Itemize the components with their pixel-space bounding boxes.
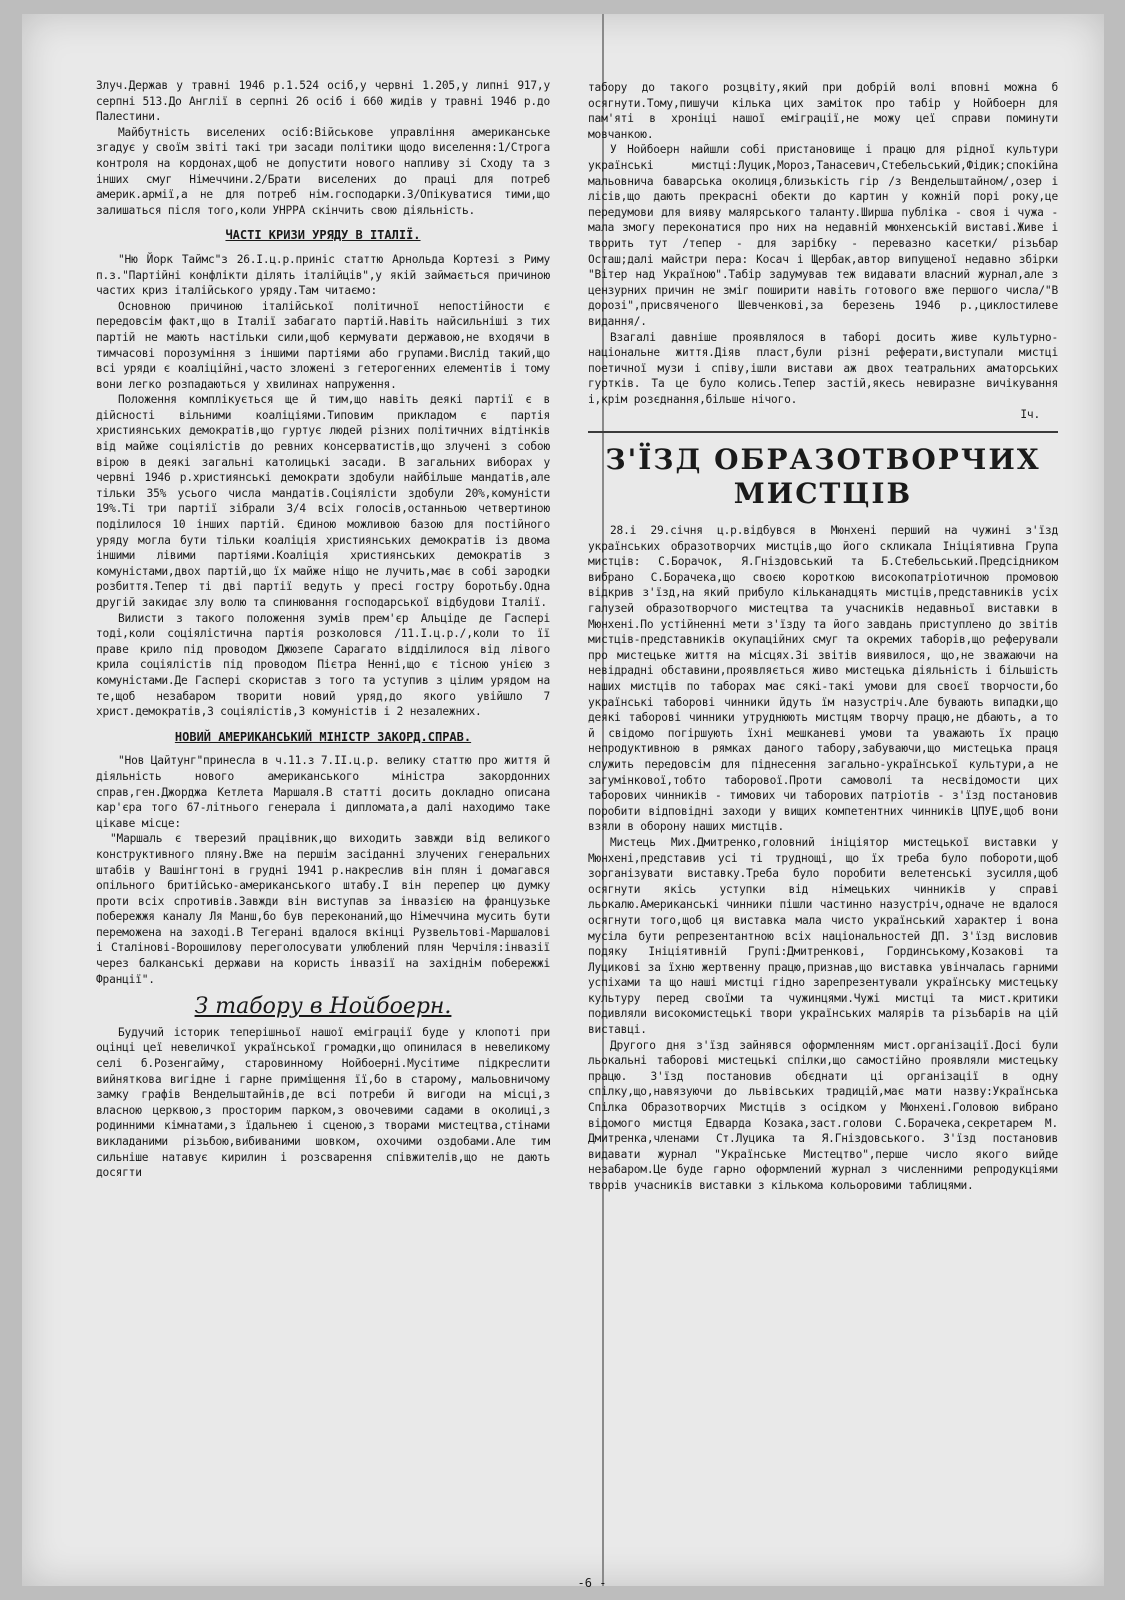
camp-heading: З табору в Нойбоерн.	[194, 994, 452, 1020]
page-number: -6 -	[577, 1576, 607, 1590]
camp-paragraph-2: У Нойбоерн найшли собі пристановище і працю для рідної культури українські мистці:Луцик,Мороз,Танасевич,Стебельський,Фідик;спокійна мальовнича баварська околиця,близькість гір /з Вендельштайном/,озер і лісів,що дають прекрасні обекти до картин у кожній порі року,це передумови для вияву малярського таланту.Ширша публіка - своя і чужа - мала змогу переконатися про них на недавній мюнхенській виставі.Живе і творить тут /тепер - для зарібку - перевазно касетки/ різьбар Осташ;далі майстри пера: Косач і Щербак,автор випущеної недавно збірки "Вітер над Україною".Табір задумував теж видавати власний журнал,але з цензурних причин не зміг поширити навіть готового вже першого числа/"В дорозі",присвяченого Шевченкові,за березень 1946 р.,циклостилеве видання/.	[588, 143, 1058, 328]
camp-paragraph-1: Будучий історик теперішньої нашої еміграції буде у клопоті при оцінці цеї невеличкої української громадки,що опинилася в невеликому селі б.Розенгайму, старовинному Нойбоерні.Мусітиме підкреслити вийняткова вигідне і гарне приміщення її,бо в старому, мальовничому замку графів Вендельштайнів,де всі потреби й вигоди на місці,з власною церквою,з просторим парком,з овочевими садами в околиці,з родинними кімнатами,з їдальнею і сценою,з творами мистецтва,стінами викладаними різьбою,вибиваними шовком, охочими оздобами.Але тим сильніше натавує кирилин і розсварення співжителів,що не дають досягти	[96, 1025, 550, 1180]
congress-paragraph-3: Другого дня з'їзд зайнявся оформленням мист.організації.Досі були льокальні таборові мистецькі спілки,що самостійно проявляли мистецьку працю. З'їзд постановив обєднати ці організації в одну спілку,що,навязуючи до львівських традицій,має мати назву:Українська Спілка Образотворчих Мистців з осідком у Мюнхені.Головою вибрано відомого мистця Едварда Козака,заст.голови С.Борачека,секретарем М. Дмитренка,членами Ст.Луцика та Я.Гніздовського. З'їзд постановив видавати журнал "Українське Мистецтво",перше число якого вийде незабаром.Це буде гарно оформлений журнал з численними репродукціями творів учасників виставки з кількома кольоровими таблицями.	[588, 1038, 1058, 1192]
congress-paragraph-1: 28.і 29.січня ц.р.відбувся в Мюнхені перший на чужині з'їзд українських образотворчих мистців,що його скликала Ініціятивна Група мистців: С.Борачок, Я.Гніздовський та Б.Стебельський.Предсідником вибрано С.Борачека,що своєю короткою високопатріотичною промовою відкрив з'їзд,на який прибуло кільканадцять мистців,представників усіх галузей образотворчого мистецтва та учасників недавньої виставки в Мюнхені.По устійненні мети з'їзду та його завдань приступлено до звітів мистців-представників окупаційних смуг та окремих таборів,що реферували про мистецьке життя на місцях.Зі звітів виявилося, що,не зважаючи на невідрадні обставини,проявляється живо мистецька діяльність і більшість наших мистців по таборах має сякі-такі умови для своєї творчости,бо українські таборові чинники йдуть їм назустріч.Але бувають випадки,що деякі таборові чинники утруднюють мистцям творчу працю,не дбають, а то й свідомо погіршують їхні мешканеві умови та уважають їх працю непродуктивною в рямках даного табору,забуваючи,що мистецька праця служить передовсім для піднесення загально-української культури,а не загумінкової,тобто таборової.Проти самоволі та несвідомости цих таборових чинників - тимових чи таборових патріотів - з'їзд постановив поробити відповідні заходи у вищих компетентних чинників ЦПУЕ,щоб вони взяли в оборону наших мистців.	[588, 524, 1058, 834]
emigration-stats-paragraph: Злуч.Держав у травні 1946 р.1.524 осіб,у червні 1.205,у липні 917,у серпні 513.До Англії в серпні 26 осіб і 660 жидів у травні 1946 р.до Палестини.	[96, 79, 550, 124]
left-column	[96, 78, 550, 1528]
future-paragraph: Майбутність виселених осіб:Військове управління американське згадує у своїм звіті такі три засади політики щодо виселення:1/Строга контроля на кордонах,щоб не допустити нового напливу зі Сходу та з інших смуг Німеччини.2/Брати виселених до праці для потреб америк.армії,а не для потреб нім.господарки.3/Опікуватися тими,що залишаться після того,коли УНРРА скінчить свою діяльність.	[96, 125, 550, 217]
camp-continuation: табору до такого розцвіту,який при добрій волі вповні можна б осягнути.Тому,пишучи кілька цих заміток про табір у Нойбоерн для пам'яті в хроніці нашої еміграції,не можу цеї справи поминути мовчанкою.	[588, 81, 1058, 141]
author-signature: Іч.	[1020, 408, 1040, 422]
italy-paragraph-1: "Ню Йорк Таймс"з 26.І.ц.р.приніс статтю Арнольда Кортезі з Риму п.з."Партійні конфлікти ділять італійців",у якій займається причиною частих криз італійського уряду.Там читаємо:	[96, 252, 550, 298]
congress-paragraph-2: Мистець Мих.Дмитренко,головний ініціятор мистецької виставки у Мюнхені,представив усі ті труднощі, що їх треба було побороти,щоб зорганізувати виставку.Треба було поробити велетенські зусилля,щоб осягнути якісь уступки від німецьких чинників у справі льокалю.Американські чинники пішли частинно назустріч,одначе не вдалося осягнути того,щоб ця виставка мала чисто український характер і вона мусіла бути репрезентантною всіх національностей ДП. З'їзд висловив подяку Ініціятивній Групі:Дмитренкові, Гординському,Козакові та Луцикові за їхню жертвенну працю,признав,що виставка увінчалась гарними успіхами та що наші мистці гідно зарепрезентували українську мистецьку культуру перед своїми та чужинцями.Чужі мистці та мист.критики подивляли високомистецькі твори українських малярів та різьбарів на цій виставці.	[588, 835, 1058, 1037]
minister-paragraph: "Нов Цайтунг"принесла в ч.11.з 7.ІІ.ц.р. велику статтю про життя й діяльність нового американського міністра закордонних справ,ген.Джорджа Кетлета Маршаля.В статті досить докладно описана кар'єра того 67-літнього генерала і дипломата,а далі находимо таке цікаве місце:	[96, 754, 550, 830]
italy-paragraph-3: Положення комплікується ще й тим,що навіть деякі партії є в дійсності вільними коаліціями.Типовим прикладом є партія християнських демократів,що гуртує людей різних політичних відтінків від майже соціялістів до ревних консерватистів,що злучені з собою вірою в деякі загальні католицькі засади. В загальних виборах у червні 1946 р.християнські демократи здобули найбільше мандатів,але тільки 35% усього числа мандатів.Соціялісти здобули 20%,комуністи 19%.Ті три партії зібрали 3/4 всіх голосів,останньою четвертиною поділилося 10 інших партій. Єдиною можливою базою для постійного уряду могла бути тільки коаліція християнських демократів із двома іншими лівими партіями.Коаліція християнських демократів з комуністами,двох партій,що їх майже ніщо не лучить,має в собі зародки розбиття.Тепер ті дві партії ведуть у пресі гостру боротьбу.Одна другій закидає злу волю та спинювання господарської відбудови Італії.	[96, 393, 550, 609]
congress-heading: З'ЇЗД ОБРАЗОТВОРЧИХ МИСТЦІВ	[605, 443, 1041, 511]
section-rule	[588, 431, 1058, 433]
italy-paragraph-2: Основною причиною італійської політичної непостійности є передовсім факт,що в Італії забагато партій.Навіть найсильніші з тих партій не мають настільки сили,щоб кермувати державою,не входячи в тимчасові порозуміння з іншими партіями або групами.Вислід такий,що всі уряди є коаліційні,часто зложені з гетерогенних елементів і тому вони легко розпадаються у хвилинах напруження.	[96, 299, 550, 391]
minister-quote: "Маршаль є тверезий працівник,що виходить завжди від великого конструктивного пляну.Вже на першім засіданні злучених генеральних штабів у Вашінгтоні в грудні 1941 р.накреслив він плян і домагався опільного бритійсько-американського штабу.І він перепер цю думку проти всіх спротивів.Завжди він виступав за інвазією на французьке побережжя каналу Ля Манш,бо був переконаний,що Німеччина мусить бути переможена на заході.В Тегерані вдалося вкінці Рузвельтові-Маршалові і Сталінові-Ворошилову переголосувати улюблений плян Черчіля:інвазії через балканські держави на користь інвазії на західнім побережжі Франції".	[96, 832, 550, 986]
minister-heading: НОВИЙ АМЕРИКАНСЬКИЙ МІНІСТР ЗАКОРД.СПРАВ.	[174, 729, 472, 744]
camp-paragraph-3: Взагалі давніше проявлялося в таборі досить живе культурно-національне життя.Діяв пласт,були різні реферати,виступали мистці поетичної музи і співу,ішли вистави аж двох театральних аматорських гуртків. Та це було колись.Тепер застій,якесь невиразне вичікування і,крім розєднання,більше нічого.	[588, 330, 1058, 406]
italy-heading: ЧАСТІ КРИЗИ УРЯДУ В ІТАЛІЇ.	[225, 228, 421, 243]
italy-paragraph-4: Вилисти з такого положення зумів прем'єр Альціде де Гаспері тоді,коли соціялістична партія розколовся /11.І.ц.р./,коли то її праве крило під проводом Джюзепе Сарагато відділилося від лівого крила соціялістів під проводом Пієтра Ненні,що є тісною унією з комуністами.Де Гаспері скористав з того та уступив з цілим урядом на те,щоб незабаром творити новий уряд,до якого увійшло 7 христ.демократів,3 соціялістів,3 комуністів і 2 незалежних.	[96, 611, 550, 719]
right-column	[588, 80, 1058, 1530]
newspaper-page	[22, 14, 1104, 1590]
